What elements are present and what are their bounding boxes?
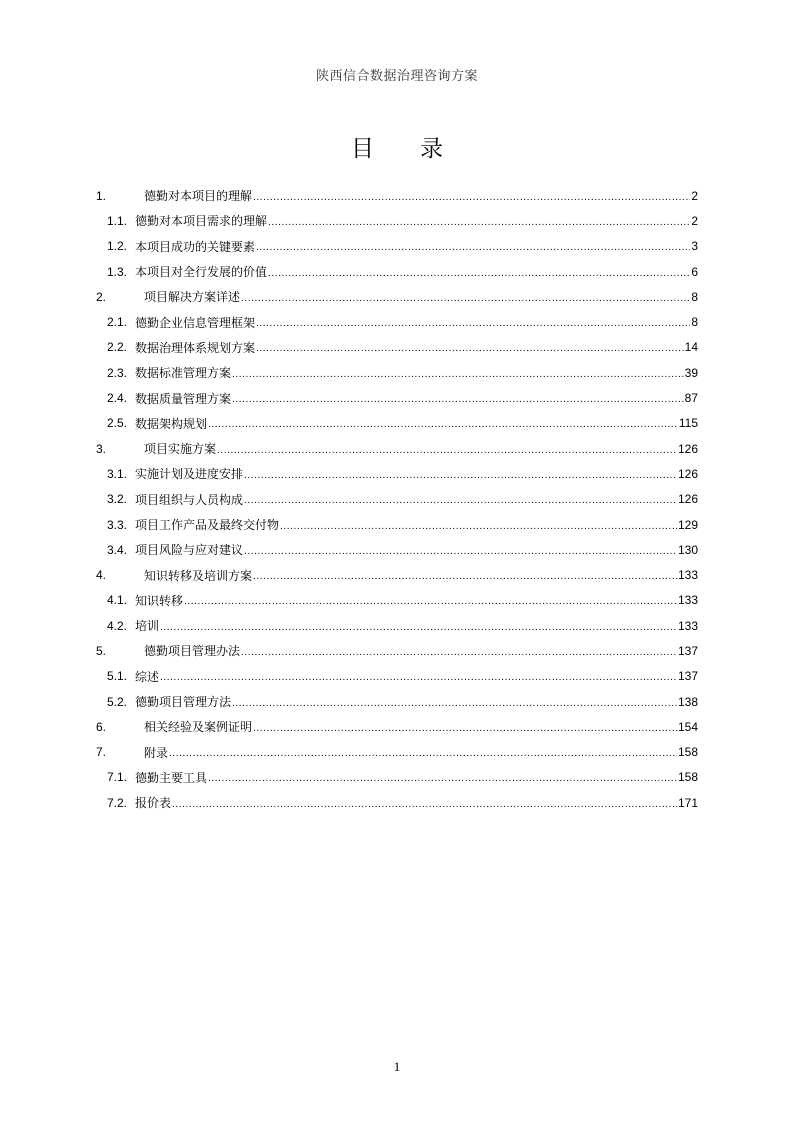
toc-entry-page: 3 bbox=[691, 239, 698, 254]
toc-entry-number: 1.2. bbox=[107, 239, 128, 254]
toc-entry-label: 德勤对本项目需求的理解 bbox=[135, 214, 268, 229]
toc-entry-page: 126 bbox=[677, 466, 698, 481]
toc-entry-page: 2 bbox=[691, 213, 698, 228]
toc-entry[interactable] bbox=[96, 335, 698, 360]
toc-entry[interactable] bbox=[96, 638, 698, 663]
toc-entry-label: 报价表 bbox=[135, 796, 172, 811]
toc-entry-number: 5.1. bbox=[107, 669, 128, 684]
toc-entry-label: 数据架构规划 bbox=[135, 416, 208, 431]
toc-leader-dots bbox=[268, 214, 690, 228]
toc-entry-number: 7.2. bbox=[107, 795, 128, 810]
toc-entry-page: 158 bbox=[677, 745, 698, 760]
toc-entry[interactable] bbox=[96, 790, 698, 815]
toc-entry-number: 4. bbox=[96, 568, 107, 583]
toc-entry-page: 158 bbox=[677, 770, 698, 785]
toc-entry-page: 39 bbox=[684, 365, 698, 380]
toc-entry-page: 8 bbox=[691, 289, 698, 304]
toc-title-char-1: 目 bbox=[351, 136, 374, 162]
toc-entry-label: 项目工作产品及最终交付物 bbox=[135, 518, 280, 532]
toc-entry[interactable] bbox=[96, 284, 698, 309]
toc-entry-label: 德勤主要工具 bbox=[135, 770, 208, 785]
toc-entry-number: 4.2. bbox=[107, 618, 128, 633]
toc-entry-label: 数据质量管理方案 bbox=[135, 391, 232, 406]
toc-leader-dots bbox=[160, 619, 677, 633]
toc-entry-page: 138 bbox=[677, 694, 698, 709]
toc-leader-dots bbox=[169, 745, 677, 759]
toc-leader-dots bbox=[208, 416, 678, 430]
toc-entry-label: 综述 bbox=[135, 669, 160, 684]
toc-entry[interactable] bbox=[96, 537, 698, 562]
toc-entry-label: 实施计划及进度安排 bbox=[135, 467, 244, 482]
toc-leader-dots bbox=[268, 265, 690, 279]
toc-entry-page: 8 bbox=[691, 315, 698, 330]
toc-entry-label: 本项目对全行发展的价值 bbox=[135, 265, 268, 280]
toc-leader-dots bbox=[256, 315, 690, 329]
toc-entry-label: 项目组织与人员构成 bbox=[135, 492, 244, 507]
toc-leader-dots bbox=[244, 492, 677, 506]
toc-entry-page: 126 bbox=[677, 492, 698, 507]
toc-entry-number: 1.3. bbox=[107, 264, 128, 279]
toc-entry-number: 2.1. bbox=[107, 315, 128, 330]
toc-entry-number: 3. bbox=[96, 441, 107, 456]
toc-leader-dots bbox=[232, 366, 684, 380]
toc-entry-page: 115 bbox=[678, 416, 698, 431]
toc-entry[interactable] bbox=[96, 411, 698, 436]
toc-entry-page: 87 bbox=[684, 391, 698, 406]
toc-entry[interactable] bbox=[96, 183, 698, 208]
toc-entry-page: 14 bbox=[684, 340, 698, 355]
toc-entry-label: 相关经验及案例证明 bbox=[144, 720, 253, 735]
toc-entry-number: 1. bbox=[96, 188, 107, 203]
toc-entry-number: 2.3. bbox=[107, 365, 128, 380]
toc-entry-label: 知识转移及培训方案 bbox=[144, 568, 253, 583]
toc-entry-label: 项目实施方案 bbox=[144, 442, 217, 457]
toc-entry-number: 3.2. bbox=[107, 492, 128, 507]
toc-entry-page: 133 bbox=[677, 593, 698, 608]
toc-entry-label: 德勤企业信息管理框架 bbox=[135, 315, 256, 330]
toc-title bbox=[0, 130, 794, 163]
toc-entry-page: 6 bbox=[691, 264, 698, 279]
toc-entry-number: 2. bbox=[96, 289, 107, 304]
toc-entry-label: 项目风险与应对建议 bbox=[135, 543, 244, 558]
toc-entry-label: 附录 bbox=[144, 745, 169, 760]
toc-entry[interactable] bbox=[96, 234, 698, 259]
toc-entry-page: 130 bbox=[677, 542, 698, 557]
toc-leader-dots bbox=[160, 669, 677, 683]
toc-leader-dots bbox=[208, 770, 677, 784]
toc-entry[interactable] bbox=[96, 562, 698, 587]
toc-leader-dots bbox=[280, 518, 677, 532]
toc-entry-page: 154 bbox=[677, 719, 698, 734]
toc-entry-page: 137 bbox=[677, 643, 698, 658]
toc-entry[interactable] bbox=[96, 740, 698, 765]
page-number: 1 bbox=[393, 1059, 401, 1074]
toc-leader-dots bbox=[256, 340, 684, 354]
toc-entry-label: 项目解决方案详述 bbox=[144, 290, 241, 305]
toc-entry-number: 3.1. bbox=[107, 466, 128, 481]
toc-entry-label: 知识转移 bbox=[135, 593, 184, 608]
toc-entry-page: 171 bbox=[677, 795, 698, 810]
toc-entry-label: 德勤项目管理办法 bbox=[144, 644, 241, 659]
toc-entry[interactable] bbox=[96, 309, 698, 334]
page-header: 陕西信合数据治理咨询方案 bbox=[315, 68, 478, 83]
table-of-contents bbox=[96, 183, 698, 815]
toc-entry[interactable] bbox=[96, 689, 698, 714]
toc-entry[interactable] bbox=[96, 487, 698, 512]
toc-entry-number: 4.1. bbox=[107, 593, 128, 608]
toc-entry[interactable] bbox=[96, 461, 698, 486]
toc-leader-dots bbox=[253, 568, 677, 582]
toc-title-char-2: 录 bbox=[420, 136, 443, 162]
toc-entry[interactable] bbox=[96, 208, 698, 233]
toc-entry-number: 2.4. bbox=[107, 391, 128, 406]
toc-leader-dots bbox=[184, 593, 677, 607]
toc-entry[interactable] bbox=[96, 360, 698, 385]
toc-leader-dots bbox=[217, 442, 677, 456]
toc-entry-page: 133 bbox=[677, 568, 698, 583]
toc-entry[interactable] bbox=[96, 436, 698, 461]
toc-leader-dots bbox=[253, 720, 677, 734]
toc-entry-number: 5. bbox=[96, 643, 107, 658]
toc-entry-page: 133 bbox=[677, 618, 698, 633]
toc-entry-number: 7. bbox=[96, 745, 107, 760]
toc-entry[interactable] bbox=[96, 664, 698, 689]
toc-entry-number: 6. bbox=[96, 719, 107, 734]
toc-entry-number: 3.3. bbox=[107, 517, 128, 532]
toc-entry-number: 5.2. bbox=[107, 694, 128, 709]
toc-entry[interactable] bbox=[96, 385, 698, 410]
toc-leader-dots bbox=[244, 543, 677, 557]
toc-entry-label: 德勤项目管理方法 bbox=[135, 695, 232, 710]
toc-leader-dots bbox=[256, 239, 690, 253]
toc-entry-label: 本项目成功的关键要素 bbox=[135, 239, 256, 254]
toc-entry-number: 3.4. bbox=[107, 542, 128, 557]
toc-entry-number: 2.5. bbox=[107, 416, 128, 431]
toc-entry-number: 1.1. bbox=[107, 213, 128, 228]
toc-entry[interactable] bbox=[96, 259, 698, 284]
toc-leader-dots bbox=[241, 644, 677, 658]
toc-entry-page: 129 bbox=[677, 517, 698, 532]
toc-leader-dots bbox=[172, 796, 677, 810]
toc-entry-page: 126 bbox=[677, 441, 698, 456]
toc-leader-dots bbox=[244, 467, 677, 481]
toc-entry-page: 2 bbox=[691, 188, 698, 203]
toc-entry-label: 德勤对本项目的理解 bbox=[144, 189, 253, 204]
toc-entry-page: 137 bbox=[677, 669, 698, 684]
toc-entry-number: 7.1. bbox=[107, 770, 128, 785]
toc-entry-label: 培训 bbox=[135, 619, 160, 634]
toc-entry-label: 数据标准管理方案 bbox=[135, 366, 232, 381]
toc-entry-number: 2.2. bbox=[107, 340, 128, 355]
toc-entry[interactable] bbox=[96, 765, 698, 790]
toc-entry[interactable] bbox=[96, 613, 698, 638]
toc-leader-dots bbox=[253, 189, 690, 203]
toc-leader-dots bbox=[241, 290, 690, 304]
toc-leader-dots bbox=[232, 391, 684, 405]
toc-entry[interactable] bbox=[96, 588, 698, 613]
toc-entry[interactable] bbox=[96, 512, 698, 537]
toc-entry-label: 数据治理体系规划方案 bbox=[135, 340, 256, 355]
toc-entry[interactable] bbox=[96, 714, 698, 739]
toc-leader-dots bbox=[232, 695, 677, 709]
